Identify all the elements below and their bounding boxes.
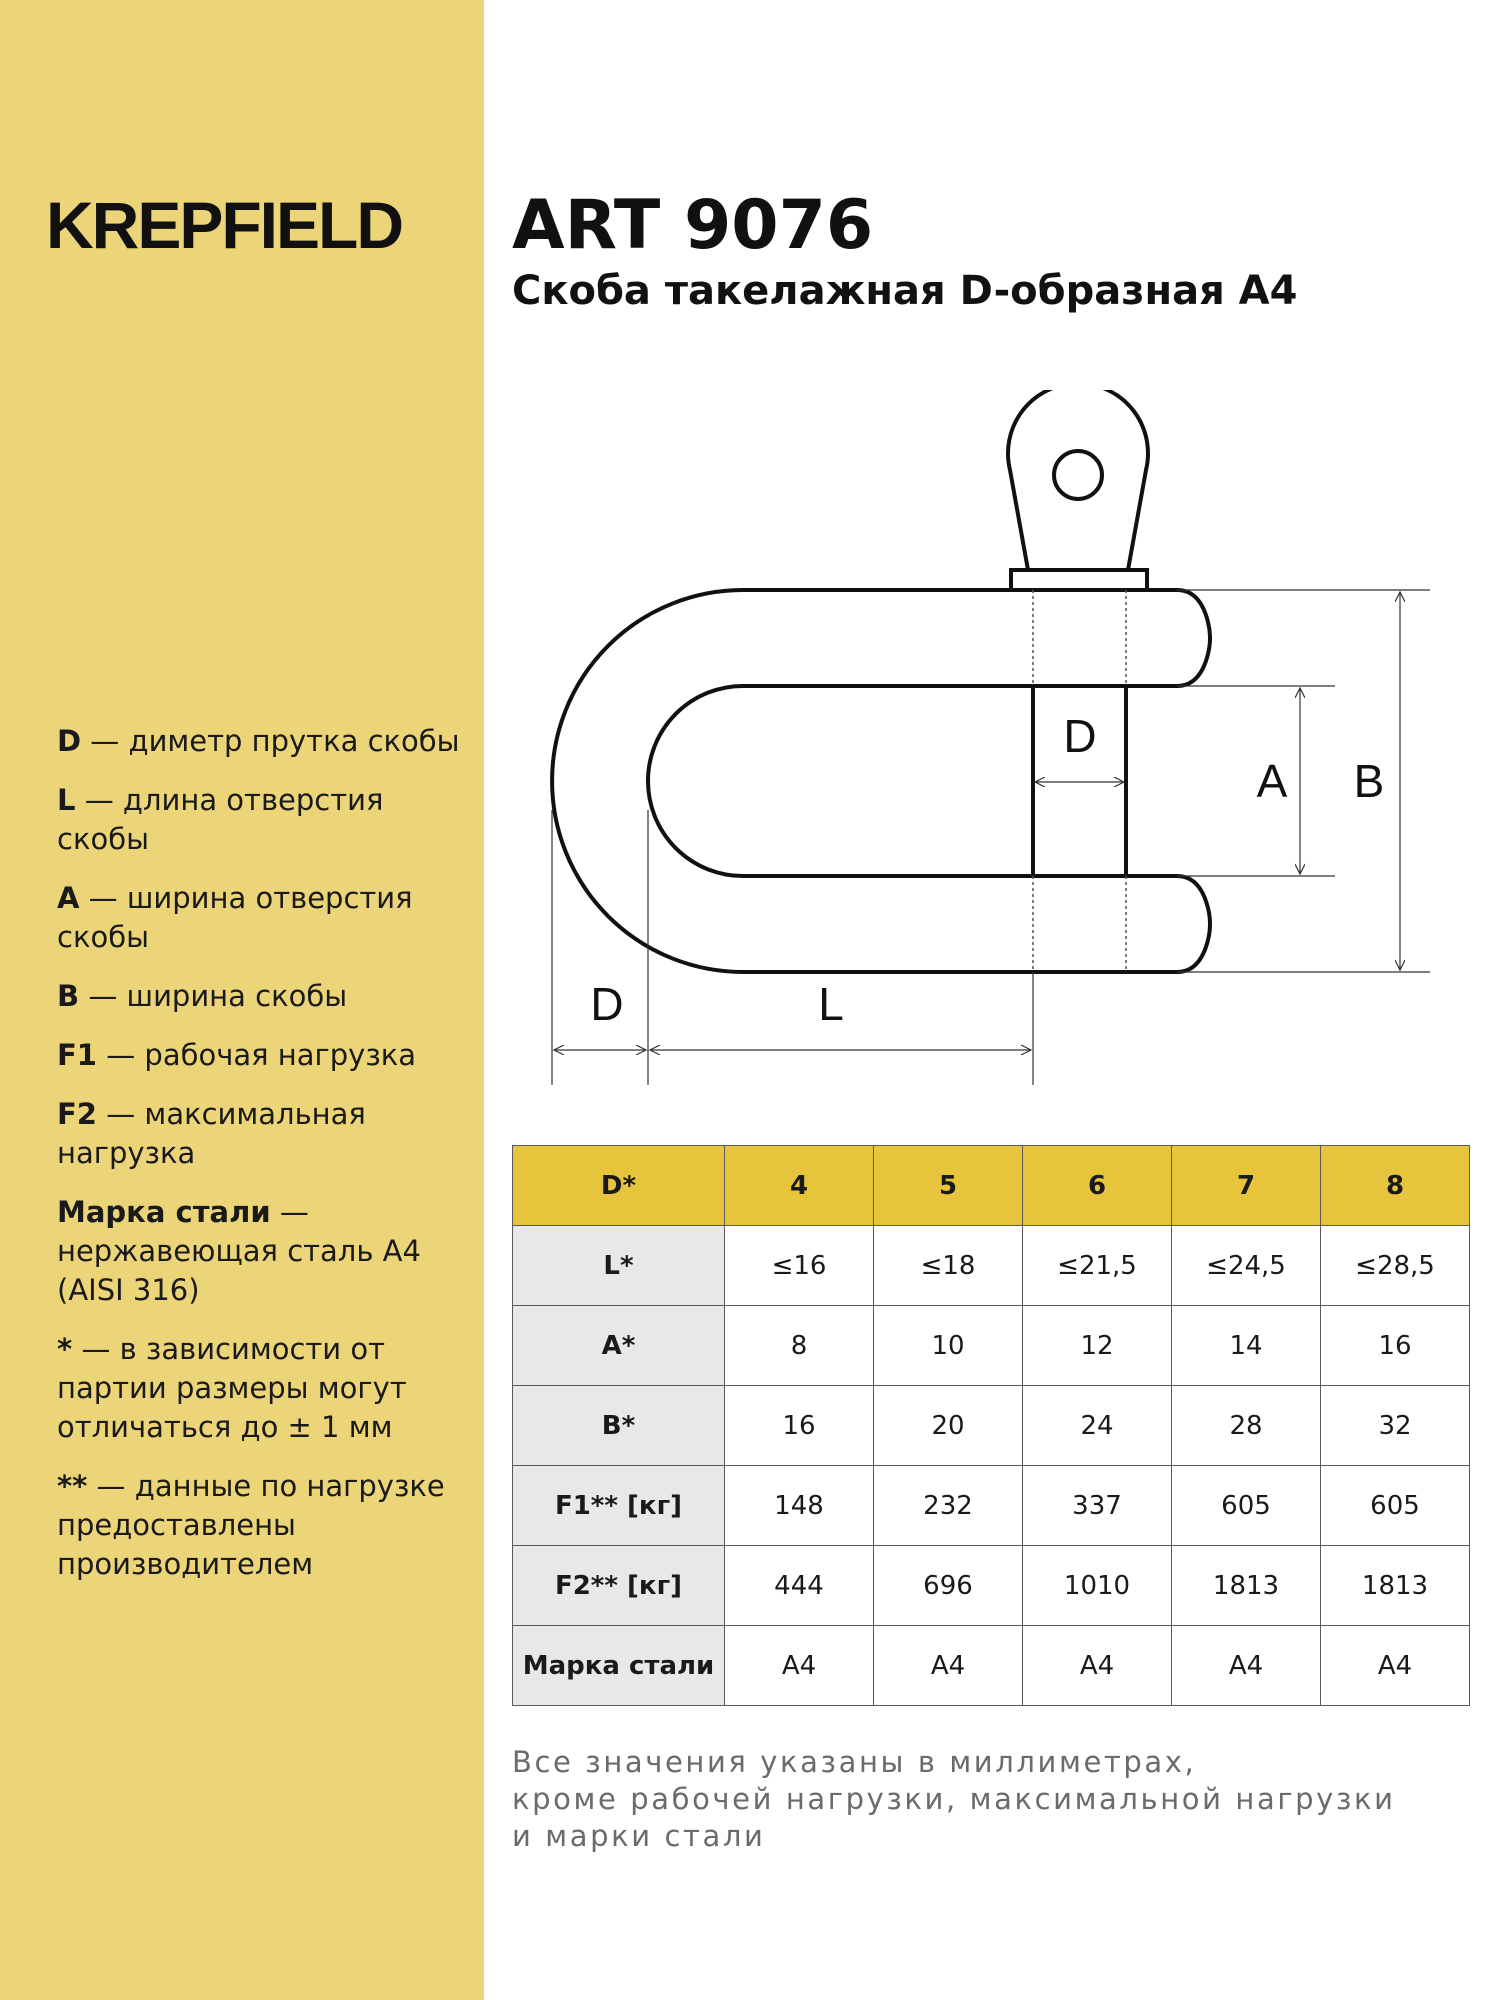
table-cell: 8 [725,1306,874,1386]
table-header-cell: 4 [725,1146,874,1226]
legend-item [57,781,467,859]
label-D-pin: D [1063,710,1097,762]
legend-key: Марка стали [57,1195,271,1229]
legend-text: — максимальная нагрузка [57,1097,366,1170]
table-cell: 444 [725,1546,874,1626]
table-cell: 10 [874,1306,1023,1386]
table-cell: A4 [1321,1626,1470,1706]
table-cell: 696 [874,1546,1023,1626]
table-cell: A4 [725,1626,874,1706]
table-cell: A4 [1172,1626,1321,1706]
table-header-cell: 8 [1321,1146,1470,1226]
legend-text: — длина отверстия скобы [57,783,384,856]
table-cell: ≤18 [874,1226,1023,1306]
legend-text: — диметр прутка скобы [81,724,460,758]
legend-key: ** [57,1469,88,1503]
legend-item [57,1330,467,1447]
dimension-lines [554,592,1400,1050]
spec-table [512,1145,1470,1706]
legend-item [57,722,467,761]
legend-item [57,1095,467,1173]
table-cell: 148 [725,1466,874,1546]
table-row-header: L* [513,1226,725,1306]
table-row [513,1626,1470,1706]
table-cell: ≤16 [725,1226,874,1306]
legend-key: A [57,881,80,915]
legend-key: * [57,1332,73,1366]
legend-item [57,1467,467,1584]
table-row [513,1386,1470,1466]
legend-text: — данные по нагрузке предоставлены производителем [57,1469,445,1581]
table-cell: 24 [1023,1386,1172,1466]
legend-text: — рабочая нагрузка [97,1038,417,1072]
label-A: A [1256,755,1288,807]
units-note [512,1744,1396,1855]
table-cell: 32 [1321,1386,1470,1466]
note-line: кроме рабочей нагрузки, максимальной нагрузки [512,1782,1396,1816]
table-cell: 1010 [1023,1546,1172,1626]
table-cell: 28 [1172,1386,1321,1466]
table-header-cell: 6 [1023,1146,1172,1226]
legend-item [57,977,467,1016]
legend-item [57,1193,467,1310]
table-row [513,1466,1470,1546]
table-cell: 12 [1023,1306,1172,1386]
label-D-bar: D [590,978,624,1030]
legend-text: — в зависимости от партии размеры могут отличаться до ± 1 мм [57,1332,407,1444]
table-row-header: A* [513,1306,725,1386]
legend-text: — нержавеющая сталь A4 (AISI 316) [57,1195,421,1307]
brand-logo: KREPFIELD [46,188,403,262]
table-header-row [513,1146,1470,1226]
note-line: и марки стали [512,1819,766,1853]
table-cell: 232 [874,1466,1023,1546]
legend-text: — ширина скобы [79,979,348,1013]
table-row-header: Марка стали [513,1626,725,1706]
shackle-diagram [500,390,1460,1110]
table-cell: A4 [1023,1626,1172,1706]
table-cell: ≤24,5 [1172,1226,1321,1306]
table-cell: ≤28,5 [1321,1226,1470,1306]
legend-key: L [57,783,76,817]
legend-key: B [57,979,80,1013]
table-row [513,1226,1470,1306]
table-row-header: B* [513,1386,725,1466]
legend-key: D [57,724,82,758]
table-header-cell: D* [513,1146,725,1226]
legend-key: F2 [57,1097,97,1131]
table-cell: 14 [1172,1306,1321,1386]
legend-item [57,879,467,957]
table-cell: 1813 [1172,1546,1321,1626]
table-cell: 16 [1321,1306,1470,1386]
table-cell: 605 [1321,1466,1470,1546]
table-cell: 605 [1172,1466,1321,1546]
legend-list [57,722,467,1604]
note-line: Все значения указаны в миллиметрах, [512,1745,1197,1779]
table-header-cell: 7 [1172,1146,1321,1226]
table-cell: A4 [874,1626,1023,1706]
table-cell: 20 [874,1386,1023,1466]
label-B: B [1353,755,1385,807]
legend-key: F1 [57,1038,97,1072]
table-cell: 1813 [1321,1546,1470,1626]
table-cell: 337 [1023,1466,1172,1546]
legend-text: — ширина отверстия скобы [57,881,413,954]
pin-hidden-lines [1033,590,1126,972]
table-row [513,1546,1470,1626]
extension-lines [552,590,1430,1085]
product-title: ART 9076 [512,186,874,265]
table-row [513,1306,1470,1386]
table-cell: ≤21,5 [1023,1226,1172,1306]
table-row-header: F1** [кг] [513,1466,725,1546]
shackle-outline [552,390,1210,972]
table-header-cell: 5 [874,1146,1023,1226]
product-subtitle: Скоба такелажная D-образная A4 [512,268,1298,314]
table-cell: 16 [725,1386,874,1466]
legend-item [57,1036,467,1075]
label-L: L [818,978,844,1030]
table-row-header: F2** [кг] [513,1546,725,1626]
